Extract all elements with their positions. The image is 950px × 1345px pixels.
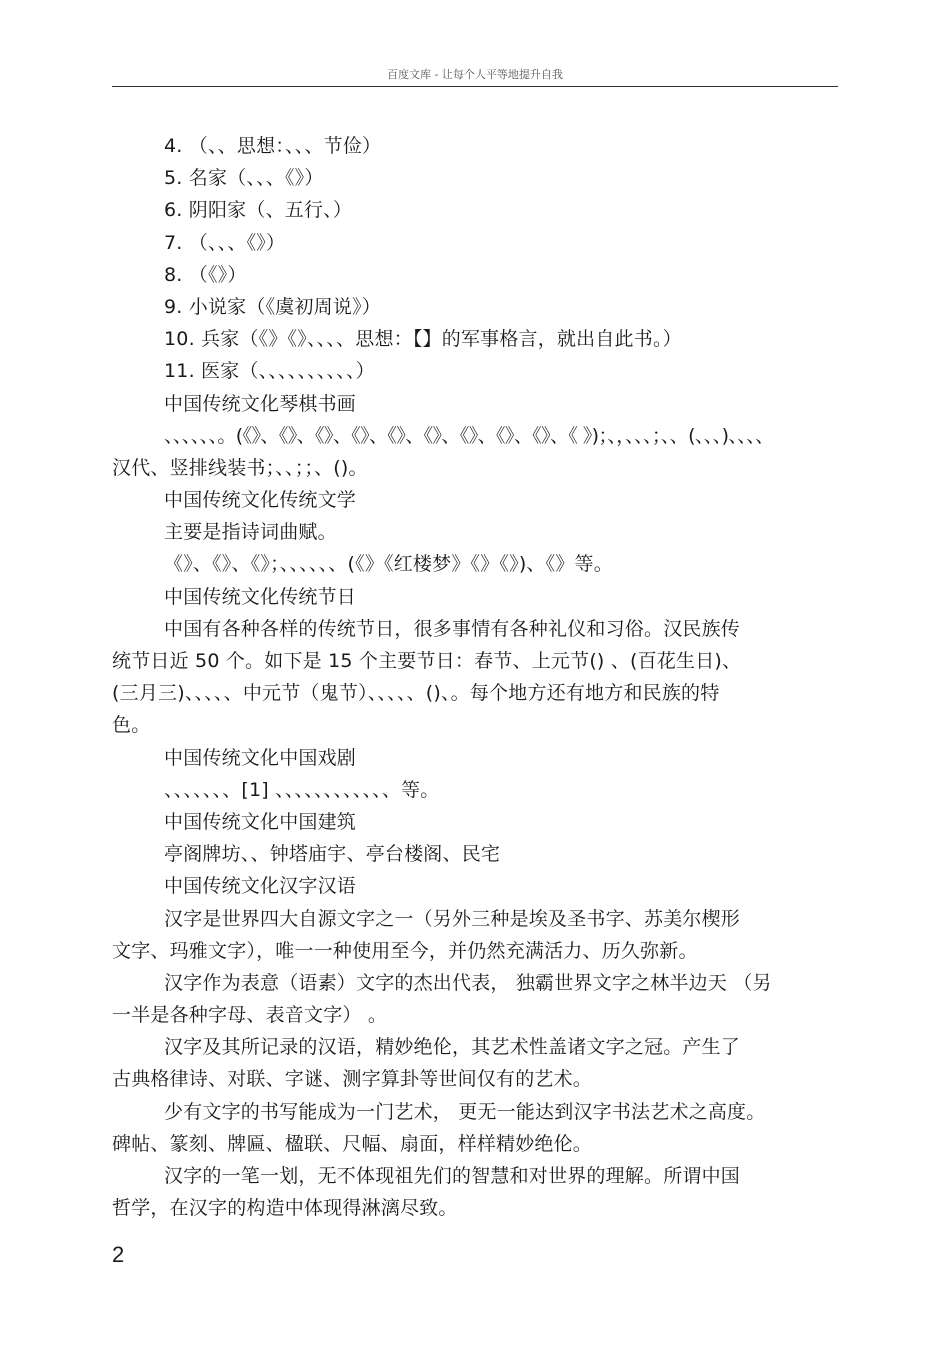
section-heading: 中国传统文化传统文学 bbox=[164, 489, 357, 512]
text-line: 色。 bbox=[112, 714, 151, 737]
text-line: 碑帖、篆刻、牌匾、楹联、尺幅、扇面，样样精妙绝伦。 bbox=[112, 1132, 593, 1155]
text-line: 汉代、竖排线装书；、、；；、()。 bbox=[112, 456, 368, 479]
text-line: 汉字是世界四大自源文字之一（另外三种是埃及圣书字、苏美尔楔形 bbox=[164, 907, 741, 930]
page-header: 百度文库 - 让每个人平等地提升自我 bbox=[387, 68, 563, 81]
text-line: 11. 医家（、、、、、、、、、、） bbox=[164, 360, 375, 383]
text-line: 10. 兵家（《》《》、、、、思想：【】的军事格言，就出自此书。） bbox=[164, 328, 682, 351]
section-heading: 中国传统文化中国建筑 bbox=[164, 810, 357, 833]
text-line: 5. 名家（、、、《》） bbox=[164, 167, 324, 190]
text-line: 7. （、、、《》） bbox=[164, 231, 286, 254]
text-line: 主要是指诗词曲赋。 bbox=[164, 521, 337, 544]
document-body bbox=[112, 130, 838, 1224]
text-line: 汉字的一笔一划，无不体现祖先们的智慧和对世界的理解。所谓中国 bbox=[164, 1165, 741, 1187]
page-number: 2 bbox=[112, 1242, 125, 1267]
section-heading: 中国传统文化汉字汉语 bbox=[164, 875, 357, 898]
header-divider bbox=[112, 86, 838, 87]
section-heading: 中国传统文化传统节日 bbox=[164, 585, 357, 608]
text-line: 汉字及其所记录的汉语，精妙绝伦，其艺术性盖诸文字之冠。产生了 bbox=[164, 1036, 741, 1059]
text-line: 8. （《》） bbox=[164, 263, 247, 286]
text-line: 4. （、、思想：、、、节俭） bbox=[164, 135, 382, 157]
section-heading: 中国传统文化中国戏剧 bbox=[164, 746, 357, 769]
text-line: (三月三)、、、、、中元节（鬼节）、、、、、()、。每个地方还有地方和民族的特 bbox=[112, 682, 720, 705]
text-line: 9. 小说家（《虞初周说》） bbox=[164, 295, 381, 318]
text-line: 、、、、、、。(《》、《》、《》、《》、《》、《》、《》、《》、《》、《 》)；、，、、、；、、(、、、)、、、、 bbox=[164, 424, 774, 447]
text-line: 文字、玛雅文字），唯一一种使用至今，并仍然充满活力、历久弥新。 bbox=[112, 939, 698, 962]
text-line: 亭阁牌坊、、钟塔庙宇、亭台楼阁、民宅 bbox=[164, 843, 501, 866]
text-line: 统节日近 50 个。如下是 15 个主要节日：春节、上元节() 、(百花生日)、 bbox=[112, 650, 742, 672]
text-line: 一半是各种字母、表音文字） 。 bbox=[112, 1004, 388, 1027]
text-line: 6. 阴阳家（、五行、） bbox=[164, 199, 353, 222]
text-line: 中国有各种各样的传统节日，很多事情有各种礼仪和习俗。汉民族传 bbox=[164, 617, 741, 640]
section-heading: 中国传统文化琴棋书画 bbox=[164, 392, 357, 415]
text-line: 哲学，在汉字的构造中体现得淋漓尽致。 bbox=[112, 1197, 458, 1220]
text-line: 《》、《》、《》；、、、、、、(《》《红楼梦》《》《》)、《》等。 bbox=[164, 553, 613, 576]
text-line: 汉字作为表意（语素）文字的杰出代表， 独霸世界文字之林半边天 （另 bbox=[164, 971, 772, 994]
text-line: 古典格律诗、对联、字谜、测字算卦等世间仅有的艺术。 bbox=[112, 1068, 593, 1091]
text-line: 少有文字的书写能成为一门艺术， 更无一能达到汉字书法艺术之高度。 bbox=[164, 1100, 766, 1123]
text-line: 、、、、、、、[1] 、、、、、、、、、、、、等。 bbox=[164, 778, 440, 801]
